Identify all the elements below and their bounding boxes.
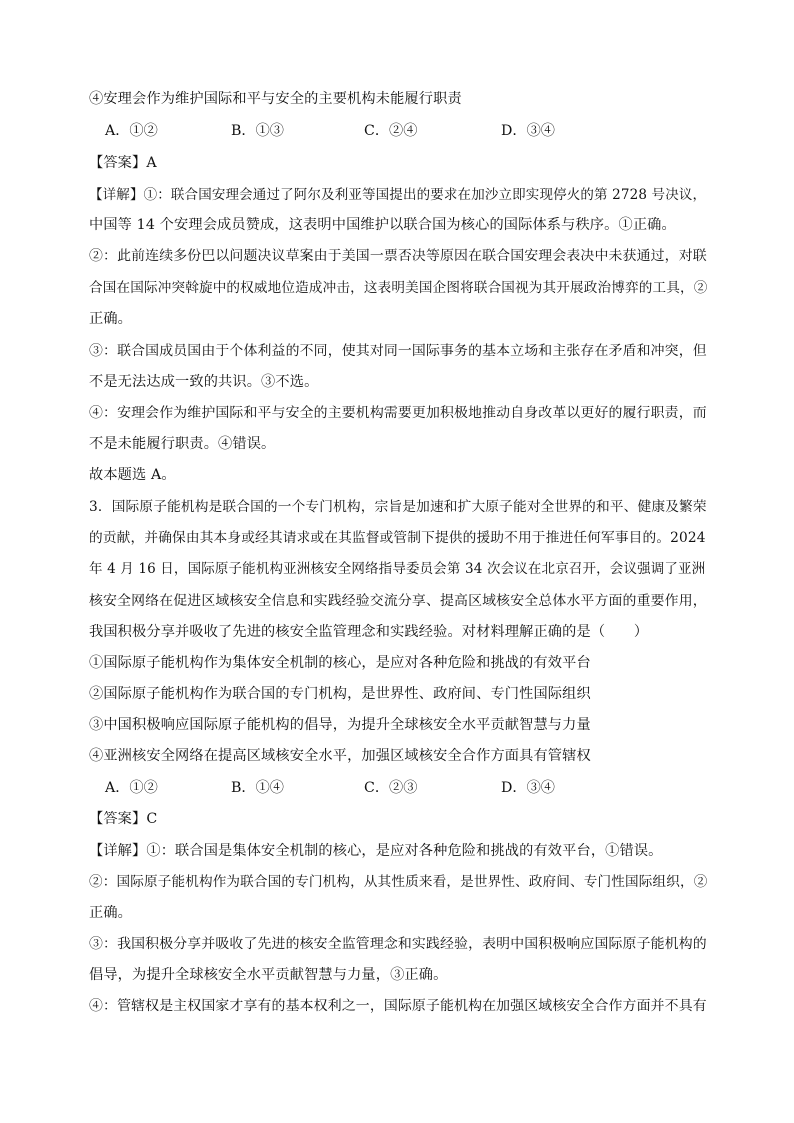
option-a: A．①② <box>105 780 158 796</box>
option-d: D．③④ <box>501 123 555 139</box>
question-stem-line: 年 4 月 16 日，国际原子能机构亚洲核安全网络指导委员会第 34 次会议在北京召开，会议强调了亚洲 <box>89 561 706 577</box>
option-c: C．②③ <box>364 780 418 796</box>
explanation-line: 正确。 <box>89 311 133 327</box>
explanation-line: 正确。 <box>89 905 133 921</box>
conclusion-line: 故本题选 A。 <box>89 467 176 483</box>
statement-1: ①国际原子能机构作为集体安全机制的核心，是应对各种危险和挑战的有效平台 <box>89 655 591 671</box>
explanation-line: ③：联合国成员国由于个体利益的不同，使其对同一国际事务的基本立场和主张存在矛盾和冲突，但 <box>89 343 707 359</box>
explanation-line: 合国在国际冲突斡旋中的权威地位造成冲击，这表明美国企图将联合国视为其开展政治博弈的工具，② <box>89 280 708 296</box>
statement-4: ④亚洲核安全网络在提高区域核安全水平，加强区域核安全合作方面具有管辖权 <box>89 748 591 764</box>
explanation-line: ④：管辖权是主权国家才享有的基本权利之一，国际原子能机构在加强区域核安全合作方面并不具有 <box>89 998 707 1014</box>
question-stem-line: 的贡献，并确保由其本身或经其请求或在其监督或管制下提供的援助不用于推进任何军事目的。2024 <box>89 530 706 546</box>
explanation-line: ③：我国积极分享并吸收了先进的核安全监管理念和实践经验，表明中国积极响应国际原子能机构的 <box>89 936 707 952</box>
statement-3: ③中国积极响应国际原子能机构的倡导，为提升全球核安全水平贡献智慧与力量 <box>89 717 591 733</box>
explanation-line: 不是无法达成一致的共识。③不选。 <box>89 374 319 390</box>
explanation-line: 中国等 14 个安理会成员赞成，这表明中国维护以联合国为核心的国际体系与秩序。①正确。 <box>89 217 676 233</box>
option-a: A．①② <box>105 123 158 139</box>
explanation-line: 不是未能履行职责。④错误。 <box>89 436 276 452</box>
explanation-line: ②：此前连续多份巴以问题决议草案由于美国一票否决等原因在联合国安理会表决中未获通过，对联 <box>89 248 707 264</box>
statement-4: ④安理会作为维护国际和平与安全的主要机构未能履行职责 <box>89 91 462 107</box>
option-b: B．①④ <box>231 780 284 796</box>
option-b: B．①③ <box>231 123 284 139</box>
question-stem-line: 我国积极分享并吸收了先进的核安全监管理念和实践经验。对材料理解正确的是（ ） <box>89 624 649 640</box>
explanation-line: 【详解】①：联合国安理会通过了阿尔及利亚等国提出的要求在加沙立即实现停火的第 2728 号决议， <box>89 187 707 203</box>
question-stem-line: 核安全网络在促进区域核安全信息和实践经验交流分享、提高区域核安全总体水平方面的重要作用， <box>89 593 707 609</box>
explanation-line: ④：安理会作为维护国际和平与安全的主要机构需要更加积极地推动自身改革以更好的履行职责，而 <box>89 405 707 421</box>
option-c: C．②④ <box>364 123 418 139</box>
statement-2: ②国际原子能机构作为联合国的专门机构，是世界性、政府间、专门性国际组织 <box>89 686 591 702</box>
answer-line: 【答案】A <box>89 155 157 171</box>
explanation-line: 倡导，为提升全球核安全水平贡献智慧与力量，③正确。 <box>89 967 448 983</box>
option-d: D．③④ <box>501 780 555 796</box>
question-stem-line: 3．国际原子能机构是联合国的一个专门机构，宗旨是加速和扩大原子能对全世界的和平、健康及繁荣 <box>89 499 707 515</box>
answer-line: 【答案】C <box>89 811 158 827</box>
explanation-line: ②：国际原子能机构作为联合国的专门机构，从其性质来看，是世界性、政府间、专门性国际组织，② <box>89 874 708 890</box>
explanation-line: 【详解】①：联合国是集体安全机制的核心，是应对各种危险和挑战的有效平台，①错误。 <box>89 843 663 859</box>
